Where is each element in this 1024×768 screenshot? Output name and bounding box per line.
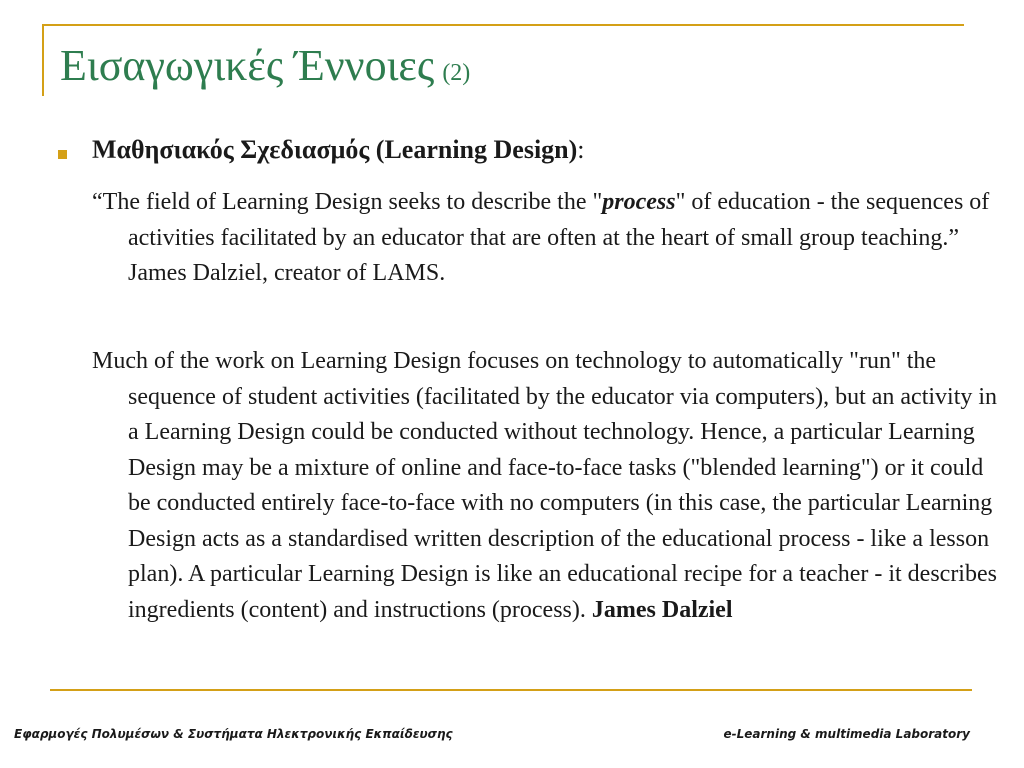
- bullet-heading: [92, 133, 585, 167]
- heading-bold-text: Μαθησιακός Σχεδιασμός (Learning Design): [92, 135, 578, 164]
- body-text: Much of the work on Learning Design focuses on technology to automatically "run" the sequence of student activities (facilitated by the educator via computers), but an activity in a Learning Design could be conducted without technology. Hence, a particular Learning Design may be a mixture of online and face-to-face tasks ("blended learning") or it could be conducted entirely face-to-face with no computers (in this case, the particular Learning Design acts as a standardised written description of the educational process - like a lesson plan). A particular Learning Design is like an educational recipe for a teacher - it describes ingredients (content) and instructions (process).: [92, 348, 998, 623]
- bottom-rule: [50, 689, 972, 691]
- heading-colon: :: [577, 135, 585, 164]
- quote-keyword: process: [602, 189, 676, 215]
- quote-paragraph: [92, 185, 1008, 292]
- title-top-rule: [42, 24, 964, 26]
- footer-course-title: Εφαρμογές Πολυμέσων & Συστήματα Ηλεκτρονικής Εκπαίδευσης: [14, 727, 453, 741]
- quote-part1: “The field of Learning Design seeks to describe the ": [92, 189, 603, 215]
- title-number: (2): [442, 60, 471, 86]
- quote-part2: " of education - the sequences of activities facilitated by an educator that are often at the heart of small group teaching.” James Dalziel, creator of LAMS.: [128, 189, 990, 286]
- title-text: Εισαγωγικές Έννοιες: [60, 41, 435, 90]
- footer-lab-name: e-Learning & multimedia Laboratory: [723, 727, 970, 741]
- body-paragraph: [92, 344, 1008, 628]
- square-bullet-icon: [58, 150, 67, 159]
- body-author: James Dalziel: [591, 596, 733, 623]
- title-left-rule: [42, 24, 44, 96]
- slide-title: [60, 38, 470, 101]
